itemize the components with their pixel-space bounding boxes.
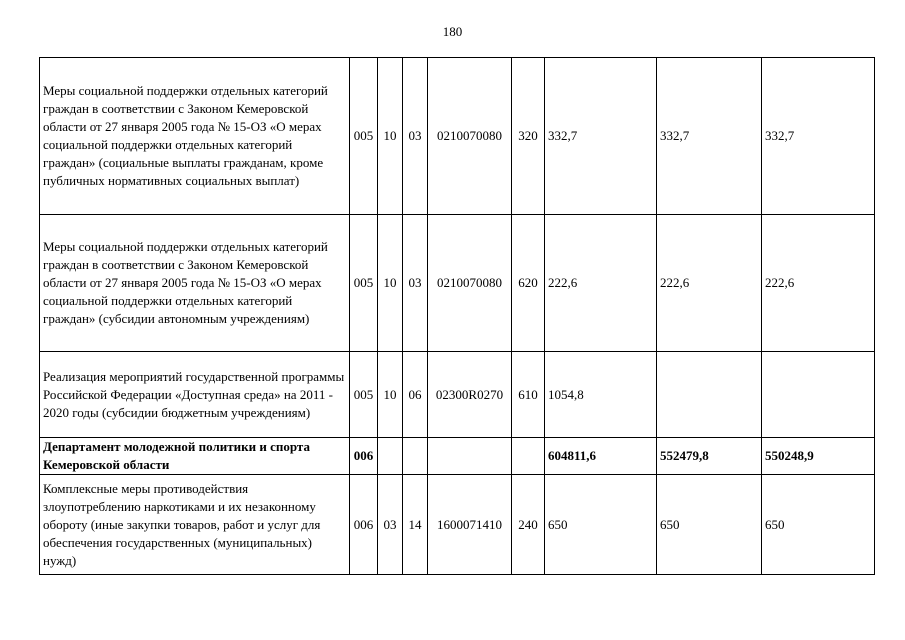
row-description: Департамент молодежной политики и спорта Кемеровской области — [40, 438, 350, 475]
page-number: 180 — [442, 24, 463, 39]
amount-year-3: 332,7 — [762, 58, 875, 215]
subsection-code: 03 — [403, 215, 428, 352]
amount-year-2: 650 — [657, 475, 762, 575]
ministry-code: 006 — [350, 475, 378, 575]
subsection-code: 03 — [403, 58, 428, 215]
ministry-code: 005 — [350, 352, 378, 438]
amount-year-1: 650 — [545, 475, 657, 575]
row-description: Меры социальной поддержки отдельных категорий граждан в соответствии с Законом Кемеровской области от 27 января 2005 года № 15-ОЗ «О мерах социальной поддержки отдельных категорий граждан» (субсидии автономным учреждениям) — [40, 215, 350, 352]
amount-year-3: 550248,9 — [762, 438, 875, 475]
section-code: 03 — [378, 475, 403, 575]
table-row — [40, 58, 875, 215]
subsection-code — [403, 438, 428, 475]
table-row — [40, 215, 875, 352]
ministry-code: 006 — [350, 438, 378, 475]
amount-year-3: 222,6 — [762, 215, 875, 352]
target-article-code: 1600071410 — [428, 475, 512, 575]
expense-type-code: 240 — [512, 475, 545, 575]
amount-year-2 — [657, 352, 762, 438]
amount-year-2: 222,6 — [657, 215, 762, 352]
row-description: Реализация мероприятий государственной программы Российской Федерации «Доступная среда» на 2011 - 2020 годы (субсидии бюджетным учреждениям) — [40, 352, 350, 438]
amount-year-1: 1054,8 — [545, 352, 657, 438]
target-article-code: 0210070080 — [428, 58, 512, 215]
amount-year-3 — [762, 352, 875, 438]
expense-type-code — [512, 438, 545, 475]
subsection-code: 06 — [403, 352, 428, 438]
amount-year-1: 222,6 — [545, 215, 657, 352]
ministry-code: 005 — [350, 215, 378, 352]
table-row — [40, 438, 875, 475]
table-row — [40, 352, 875, 438]
amount-year-1: 604811,6 — [545, 438, 657, 475]
expense-type-code: 620 — [512, 215, 545, 352]
expense-type-code: 610 — [512, 352, 545, 438]
section-code — [378, 438, 403, 475]
row-description: Комплексные меры противодействия злоупотреблению наркотиками и их незаконному обороту (иные закупки товаров, работ и услуг для обеспечения государственных (муниципальных) нужд) — [40, 475, 350, 575]
amount-year-1: 332,7 — [545, 58, 657, 215]
subsection-code: 14 — [403, 475, 428, 575]
target-article-code: 02300R0270 — [428, 352, 512, 438]
amount-year-2: 332,7 — [657, 58, 762, 215]
target-article-code: 0210070080 — [428, 215, 512, 352]
amount-year-3: 650 — [762, 475, 875, 575]
target-article-code — [428, 438, 512, 475]
ministry-code: 005 — [350, 58, 378, 215]
section-code: 10 — [378, 58, 403, 215]
expense-type-code: 320 — [512, 58, 545, 215]
section-code: 10 — [378, 352, 403, 438]
budget-table — [39, 57, 875, 575]
table-row — [40, 475, 875, 575]
row-description: Меры социальной поддержки отдельных категорий граждан в соответствии с Законом Кемеровской области от 27 января 2005 года № 15-ОЗ «О мерах социальной поддержки отдельных категорий граждан» (социальные выплаты гражданам, кроме публичных нормативных социальных выплат) — [40, 58, 350, 215]
amount-year-2: 552479,8 — [657, 438, 762, 475]
section-code: 10 — [378, 215, 403, 352]
